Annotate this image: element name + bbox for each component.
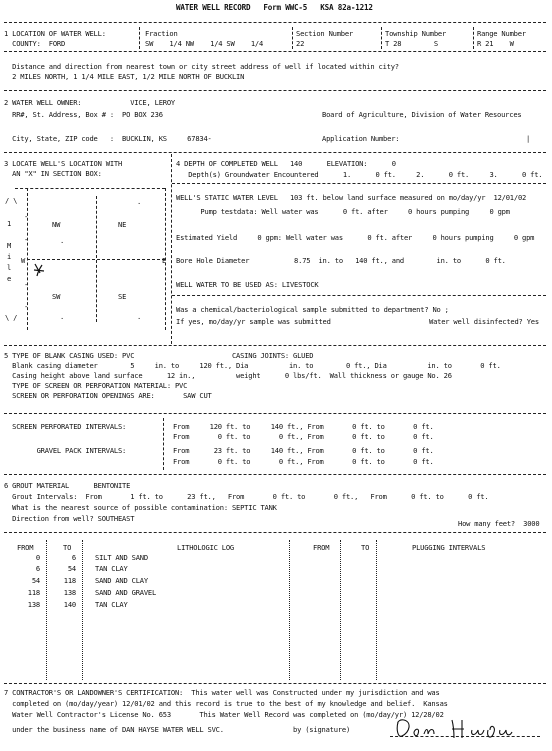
sw-quadrant: SW	[52, 292, 61, 301]
divider	[139, 27, 140, 49]
well-location-x-mark	[32, 262, 50, 278]
range-value: R 21 W	[477, 39, 514, 48]
divider	[4, 345, 546, 346]
township-label: Township Number	[385, 29, 447, 38]
locate-subheading: AN "X" IN SECTION BOX:	[4, 169, 102, 178]
fraction-label: Fraction	[145, 29, 178, 38]
log-row-desc: TAN CLAY	[95, 600, 128, 609]
pump-test-field: Pump testdata: Well water was 0 ft. after 0 hours pumping 0 gpm	[176, 207, 510, 216]
mile-scale: \ /	[5, 313, 18, 322]
log-row-from: 138	[27, 600, 40, 609]
screen-interval-row: From 0 ft. to 0 ft., From 0 ft. to 0 ft.	[173, 432, 434, 441]
west-label: W	[21, 256, 26, 265]
mile-scale: e	[7, 274, 12, 283]
log-row-desc: SILT AND SAND	[95, 553, 148, 562]
dot-mark: .	[60, 312, 65, 321]
section-label: Section Number	[296, 29, 353, 38]
grout-material-field: 6 GROUT MATERIAL BENTONITE	[4, 481, 131, 490]
contractor-signature	[392, 714, 542, 744]
certification-line: Water Well Contractor's License No. 653 This Water Well Record was completed on (mo/day/yr) 12/28/02	[4, 710, 444, 719]
log-row-to: 118	[63, 576, 76, 585]
mile-scale: i	[7, 252, 12, 261]
divider	[292, 27, 293, 49]
divider	[4, 413, 546, 414]
log-row-to: 54	[67, 564, 76, 573]
dash-mark: -	[24, 212, 29, 221]
distance-feet-field: How many feet? 3000	[458, 519, 540, 528]
address-field: RR#, St. Address, Box # : PO BOX 236	[4, 110, 163, 119]
column-rule	[376, 540, 377, 680]
mile-scale: l	[7, 263, 12, 272]
certification-line: under the business name of DAN HAYSE WATER WELL SVC. by (signature)	[4, 725, 351, 734]
casing-type-field: 5 TYPE OF BLANK CASING USED: PVC CASING JOINTS: GLUED	[4, 351, 314, 360]
log-row-from: 54	[31, 576, 40, 585]
screen-openings-field: SCREEN OR PERFORATION OPENINGS ARE: SAW CUT	[4, 391, 212, 400]
county-field: COUNTY: FORD	[4, 39, 66, 48]
bore-hole-field: Bore Hole Diameter 8.75 in. to 140 ft., and in. to 0 ft.	[176, 256, 506, 265]
divider	[4, 474, 546, 475]
estimated-yield-field: Estimated Yield 0 gpm: Well water was 0 ft. after 0 hours pumping 0 gpm	[176, 233, 535, 242]
bar-mark: |	[526, 134, 531, 143]
dot-mark: .	[137, 312, 142, 321]
log-row-from: 6	[35, 564, 40, 573]
ne-quadrant: NE	[118, 220, 127, 229]
dash-mark: -	[24, 302, 29, 311]
dash-mark: -	[24, 235, 29, 244]
log-row-desc: SAND AND CLAY	[95, 576, 148, 585]
log-row-to: 138	[63, 588, 76, 597]
city-field: City, State, ZIP code : BUCKLIN, KS 67834-	[4, 134, 212, 143]
depth-field: 4 DEPTH OF COMPLETED WELL 140 ELEVATION: 0	[176, 159, 396, 168]
log-row-to: 6	[71, 553, 76, 562]
certification-line: 7 CONTRACTOR'S OR LANDOWNER'S CERTIFICATION: This water well was Constructed under my jurisdiction and was	[4, 688, 440, 697]
locate-heading: 3 LOCATE WELL'S LOCATION WITH	[4, 159, 123, 168]
column-rule	[340, 540, 341, 680]
log-header-to: TO	[63, 543, 72, 552]
log-header-to-2: TO	[361, 543, 370, 552]
chemical-sample-field: Was a chemical/bacteriological sample submitted to department? No ;	[176, 305, 449, 314]
township-value: T 28 S	[385, 39, 438, 48]
nw-quadrant: NW	[52, 220, 61, 229]
divider	[172, 183, 546, 184]
screen-intervals-label: SCREEN PERFORATED INTERVALS:	[4, 422, 127, 431]
log-header-lithology: LITHOLOGIC LOG	[177, 543, 234, 552]
divider	[4, 51, 546, 52]
log-row-from: 118	[27, 588, 40, 597]
section-box-center-h	[27, 259, 165, 260]
range-label: Range Number	[477, 29, 526, 38]
application-number-field: Application Number:	[322, 134, 400, 143]
dash-mark: -	[24, 280, 29, 289]
grout-intervals-field: Grout Intervals: From 1 ft. to 23 ft., From 0 ft. to 0 ft., From 0 ft. to 0 ft.	[4, 492, 489, 501]
divider	[4, 152, 546, 153]
mile-scale: / \	[5, 196, 18, 205]
owner-field: 2 WATER WELL OWNER: VICE, LEROY	[4, 98, 175, 107]
contamination-source-field: What is the nearest source of possible contamination: SEPTIC TANK	[4, 503, 277, 512]
certification-line: completed on (mo/day/year) 12/01/02 and this record is true to the best of my knowledge and belief. Kansas	[4, 699, 448, 708]
screen-material-field: TYPE OF SCREEN OR PERFORATION MATERIAL: PVC	[4, 381, 188, 390]
water-use-field: WELL WATER TO BE USED AS: LIVESTOCK	[176, 280, 319, 289]
disinfected-field: Water well disinfected? Yes	[429, 317, 539, 326]
divider	[4, 90, 546, 91]
gravel-pack-row: From 23 ft. to 140 ft., From 0 ft. to 0 ft.	[173, 446, 434, 455]
dot-mark: .	[137, 197, 142, 206]
section-box-top	[15, 188, 165, 189]
log-row-from: 0	[35, 553, 40, 562]
mile-scale: M	[7, 241, 12, 250]
column-rule	[46, 540, 47, 680]
static-level-field: WELL'S STATIC WATER LEVEL 103 ft. below land surface measured on mo/day/yr 12/01/02	[176, 193, 527, 202]
dot-mark: .	[60, 236, 65, 245]
divider	[163, 418, 164, 470]
mile-scale: 1	[7, 219, 12, 228]
form-title: WATER WELL RECORD Form WWC-5 KSA 82a-1212	[176, 3, 373, 12]
distance-question: Distance and direction from nearest town or city street address of well if located within city?	[4, 62, 399, 71]
divider	[473, 27, 474, 49]
divider	[4, 22, 546, 23]
sample-date-field: If yes, mo/day/yr sample was submitted	[176, 317, 331, 326]
se-quadrant: SE	[118, 292, 127, 301]
direction-field: Direction from well? SOUTHEAST	[4, 514, 135, 523]
gravel-pack-label: GRAVEL PACK INTERVALS:	[4, 446, 127, 455]
log-row-to: 140	[63, 600, 76, 609]
divider	[172, 295, 546, 296]
log-header-plugging: PLUGGING INTERVALS	[412, 543, 486, 552]
divider	[4, 683, 546, 684]
column-rule	[289, 540, 290, 680]
divider	[4, 532, 546, 533]
board-label: Board of Agriculture, Division of Water Resources	[322, 110, 522, 119]
log-header-from-2: FROM	[313, 543, 330, 552]
casing-diameter-field: Blank casing diameter 5 in. to 120 ft., Dia in. to 0 ft., Dia in. to 0 ft.	[4, 361, 501, 370]
section-value: 22	[296, 39, 305, 48]
column-rule	[82, 540, 83, 680]
screen-interval-row: From 120 ft. to 140 ft., From 0 ft. to 0 ft.	[173, 422, 434, 431]
east-label: E	[162, 256, 167, 265]
casing-height-field: Casing height above land surface 12 in., weight 0 lbs/ft. Wall thickness or gauge No. 26	[4, 371, 452, 380]
groundwater-field: Depth(s) Groundwater Encountered 1. 0 ft. 2. 0 ft. 3. 0 ft.	[176, 170, 543, 179]
location-heading: 1 LOCATION OF WATER WELL:	[4, 29, 106, 38]
log-row-desc: TAN CLAY	[95, 564, 128, 573]
log-row-desc: SAND AND GRAVEL	[95, 588, 157, 597]
distance-answer: 2 MILES NORTH, 1 1/4 MILE EAST, 1/2 MILE NORTH OF BUCKLIN	[4, 72, 245, 81]
log-header-from: FROM	[17, 543, 34, 552]
fraction-value: SW 1/4 NW 1/4 SW 1/4	[145, 39, 264, 48]
divider	[381, 27, 382, 49]
gravel-pack-row: From 0 ft. to 0 ft., From 0 ft. to 0 ft.	[173, 457, 434, 466]
